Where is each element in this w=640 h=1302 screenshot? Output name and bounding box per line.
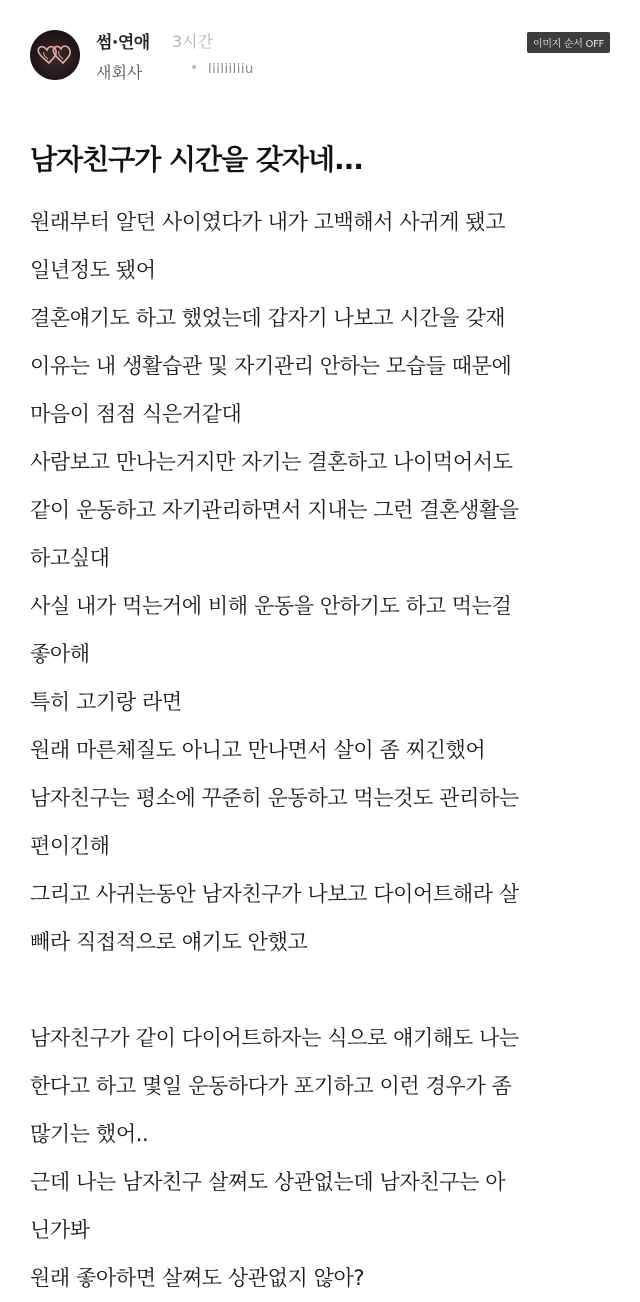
body-line: 사람보고 만나는거지만 자기는 결혼하고 나이먹어서도 (30, 450, 513, 474)
image-order-toggle-button[interactable]: 이미지 순서 OFF (527, 32, 610, 53)
body-line: 좋아해 (30, 642, 90, 666)
body-line: 닌가봐 (30, 1218, 90, 1242)
avatar[interactable] (30, 30, 80, 80)
body-line: 특히 고기랑 라면 (30, 690, 182, 714)
separator-dot: • (190, 60, 199, 76)
body-line: 원래 마른체질도 아니고 만나면서 살이 좀 찌긴했어 (30, 738, 486, 762)
body-line: 한다고 하고 몇일 운동하다가 포기하고 이런 경우가 좀 (30, 1074, 512, 1098)
body-line: 그리고 사귀는동안 남자친구가 나보고 다이어트해라 살 (30, 882, 519, 906)
body-line: 사실 내가 먹는거에 비해 운동을 안하기도 하고 먹는걸 (30, 594, 512, 618)
author-id[interactable]: liiliiliiu (208, 62, 254, 77)
body-line: 같이 운동하고 자기관리하면서 지내는 그런 결혼생활을 (30, 498, 519, 522)
post-title: 남자친구가 시간을 갖자네... (30, 143, 363, 176)
body-line: 이유는 내 생활습관 및 자기관리 안하는 모습들 때문에 (30, 354, 512, 378)
heart-icon (30, 30, 80, 80)
body-line: 많기는 했어.. (30, 1122, 149, 1146)
body-line: 원래 좋아하면 살쪄도 상관없지 않아? (30, 1266, 365, 1290)
body-line: 근데 나는 남자친구 살쪄도 상관없는데 남자친구는 아 (30, 1170, 506, 1194)
body-line: 빼라 직접적으로 얘기도 안했고 (30, 930, 308, 954)
body-line: 하고싶대 (30, 546, 110, 570)
board-name[interactable]: 썸·연애 (96, 33, 150, 53)
post-time: 3시간 (172, 32, 214, 51)
blank-line (30, 966, 630, 1014)
body-line: 편이긴해 (30, 834, 110, 858)
body-line: 남자친구는 평소에 꾸준히 운동하고 먹는것도 관리하는 (30, 786, 519, 810)
body-line: 결혼얘기도 하고 했었는데 갑자기 나보고 시간을 갖재 (30, 306, 506, 330)
body-line: 원래부터 알던 사이였다가 내가 고백해서 사귀게 됐고 (30, 210, 506, 234)
body-line: 일년정도 됐어 (30, 258, 156, 282)
body-line: 남자친구가 같이 다이어트하자는 식으로 얘기해도 나는 (30, 1026, 519, 1050)
post-body (30, 198, 630, 1302)
post-header (30, 28, 610, 88)
body-line: 마음이 점점 식은거같대 (30, 402, 242, 426)
author-nickname[interactable]: 새회사 (96, 63, 143, 82)
